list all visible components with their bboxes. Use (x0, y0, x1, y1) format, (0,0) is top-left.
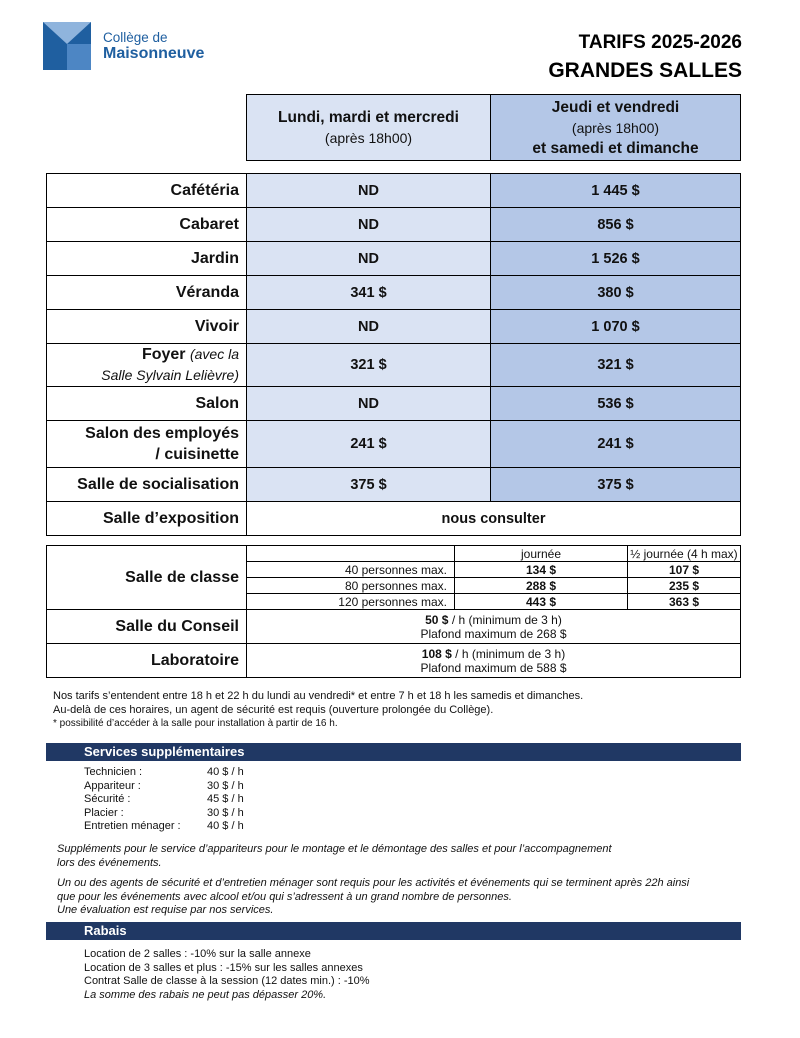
rate-weekend: 241 $ (491, 421, 741, 468)
list-item: Location de 2 salles : -10% sur la salle annexe (84, 948, 311, 960)
section-rabais-heading: Rabais (46, 922, 741, 940)
rate-weekend: 375 $ (491, 468, 741, 502)
labo-rate-value: 108 $ (421, 646, 452, 661)
title-year: TARIFS 2025-2026 (578, 32, 742, 53)
table-row (47, 276, 741, 310)
room-name-employes (47, 421, 247, 468)
room-name: Véranda (47, 276, 247, 310)
rate-weekend: 1 526 $ (491, 242, 741, 276)
logo-line2: Maisonneuve (103, 45, 205, 62)
rate-day: 134 $ (455, 562, 628, 578)
room-name-foyer (47, 344, 247, 387)
conseil-rate-text: / h (minimum de 3 h) (448, 612, 562, 627)
note-line: Au-delà de ces horaires, un agent de sécurité est requis (ouverture prolongée du Collège). (53, 703, 494, 716)
logo-line1: Collège de (103, 30, 168, 45)
room-name: Salle de classe (47, 546, 247, 610)
list-item (84, 807, 244, 821)
table-row (47, 174, 741, 208)
room-name: Salle d’exposition (47, 502, 247, 536)
room-name-line2: / cuisinette (155, 446, 239, 463)
list-item (84, 820, 244, 834)
list-item (84, 766, 244, 780)
rabais-note: La somme des rabais ne peut pas dépasser 20%. (84, 988, 327, 1001)
room-name: Salon (47, 387, 247, 421)
note-line: Une évaluation est requise par nos services. (57, 904, 274, 917)
room-name: Vivoir (47, 310, 247, 344)
table-row (47, 546, 741, 562)
services-note-2 (57, 877, 747, 918)
service-rate: 40 $ / h (207, 766, 244, 778)
services-note-1 (57, 843, 747, 870)
notes (53, 690, 583, 731)
service-rate: 45 $ / h (207, 793, 244, 806)
list-item: Contrat Salle de classe à la session (12 dates min.) : -10% (84, 975, 370, 988)
conseil-cap: Plafond maximum de 268 $ (420, 626, 567, 641)
labo-rate (247, 644, 741, 678)
rate-half: 363 $ (628, 594, 741, 610)
header-weekend-sub: (après 18h00) (571, 119, 660, 136)
table-row (47, 344, 741, 387)
conseil-rate-value: 50 $ (425, 612, 449, 627)
room-name: Cafétéria (47, 174, 247, 208)
table-row (47, 387, 741, 421)
labo-rate-text: / h (minimum de 3 h) (451, 646, 566, 661)
room-name-note-1: (avec la (189, 346, 239, 362)
table-row (47, 421, 741, 468)
rabais-list (84, 948, 370, 1002)
note-line: Un ou des agents de sécurité et d’entretien ménager sont requis pour les activités et événements qui se terminent après 22h ainsi (57, 877, 690, 889)
rate-weekend: 380 $ (491, 276, 741, 310)
section-services-heading: Services supplémentaires (46, 743, 741, 761)
rate-half: 107 $ (628, 562, 741, 578)
rate-weekday: 341 $ (247, 276, 491, 310)
table-row (47, 502, 741, 536)
header-weekend (490, 94, 741, 161)
special-rooms-table (46, 545, 741, 678)
col-header-half: ½ journée (4 h max) (628, 546, 741, 562)
note-line: que pour les événements avec alcool et/ou qui s’adressent à un grand nombre de personnes. (57, 890, 512, 903)
rate-day: 443 $ (455, 594, 628, 610)
table-row (47, 468, 741, 502)
title-subject: GRANDES SALLES (548, 59, 742, 82)
col-header-day: journée (455, 546, 628, 562)
note-line: lors des événements. (57, 856, 162, 869)
note-footnote: * possibilité d’accéder à la salle pour installation à partir de 16 h. (53, 718, 338, 729)
rate-weekday: ND (247, 242, 491, 276)
room-name: Laboratoire (47, 644, 247, 678)
rate-weekday: ND (247, 174, 491, 208)
table-row (47, 208, 741, 242)
note-line: Suppléments pour le service d’appariteurs pour le montage et le démontage des salles et pour l’accompagnement (57, 843, 612, 855)
room-name: Salle du Conseil (47, 610, 247, 644)
rate-weekday: 321 $ (247, 344, 491, 387)
header-weekend-title: Jeudi et vendredi (551, 98, 680, 116)
service-rate: 30 $ / h (207, 779, 244, 792)
rate-weekend: 856 $ (491, 208, 741, 242)
service-rate: 30 $ / h (207, 806, 244, 819)
service-label: Placier : (84, 806, 124, 819)
rate-weekend: 321 $ (491, 344, 741, 387)
header-weekday-title: Lundi, mardi et mercredi (278, 109, 459, 126)
service-label: Sécurité : (84, 793, 131, 806)
college-logo-icon (43, 22, 91, 70)
rate-weekend: 1 445 $ (491, 174, 741, 208)
header-weekend-title2: et samedi et dimanche (532, 139, 699, 157)
rate-weekend: 536 $ (491, 387, 741, 421)
service-label: Technicien : (84, 766, 143, 778)
room-name: Jardin (47, 242, 247, 276)
table-row (47, 242, 741, 276)
rate-weekday: ND (247, 310, 491, 344)
service-label: Appariteur : (84, 779, 141, 792)
table-row (47, 644, 741, 678)
labo-cap: Plafond maximum de 588 $ (420, 660, 567, 675)
page-title (548, 30, 742, 86)
list-item: Location de 3 salles et plus : -15% sur les salles annexes (84, 961, 363, 974)
capacity-label: 80 personnes max. (247, 578, 455, 594)
service-label: Entretien ménager : (84, 820, 181, 833)
room-name: Salle de socialisation (47, 468, 247, 502)
capacity-label: 40 personnes max. (247, 562, 455, 578)
rate-day: 288 $ (455, 578, 628, 594)
room-name: Cabaret (47, 208, 247, 242)
rate-weekend: 1 070 $ (491, 310, 741, 344)
rate-weekday: 241 $ (247, 421, 491, 468)
list-item (84, 793, 244, 807)
rate-weekday: ND (247, 387, 491, 421)
blank-cell (247, 546, 455, 562)
table-row (47, 610, 741, 644)
room-name-note-2: Salle Sylvain Lelièvre) (101, 367, 239, 383)
service-rate: 40 $ / h (207, 820, 244, 833)
capacity-label: 120 personnes max. (247, 594, 455, 610)
conseil-rate (247, 610, 741, 644)
rate-half: 235 $ (628, 578, 741, 594)
table-row (47, 310, 741, 344)
room-name-line1: Salon des employés (85, 425, 239, 442)
list-item (84, 780, 244, 794)
rate-combined: nous consulter (247, 502, 741, 536)
rate-weekday: ND (247, 208, 491, 242)
services-list (84, 766, 244, 834)
room-name: Foyer (141, 346, 186, 363)
header-weekday (246, 94, 491, 161)
rate-weekday: 375 $ (247, 468, 491, 502)
header-weekday-sub: (après 18h00) (324, 130, 413, 146)
note-line: Nos tarifs s’entendent entre 18 h et 22 h du lundi au vendredi* et entre 7 h et 18 h les samedis et dimanches. (53, 690, 584, 702)
rooms-table (46, 173, 741, 536)
